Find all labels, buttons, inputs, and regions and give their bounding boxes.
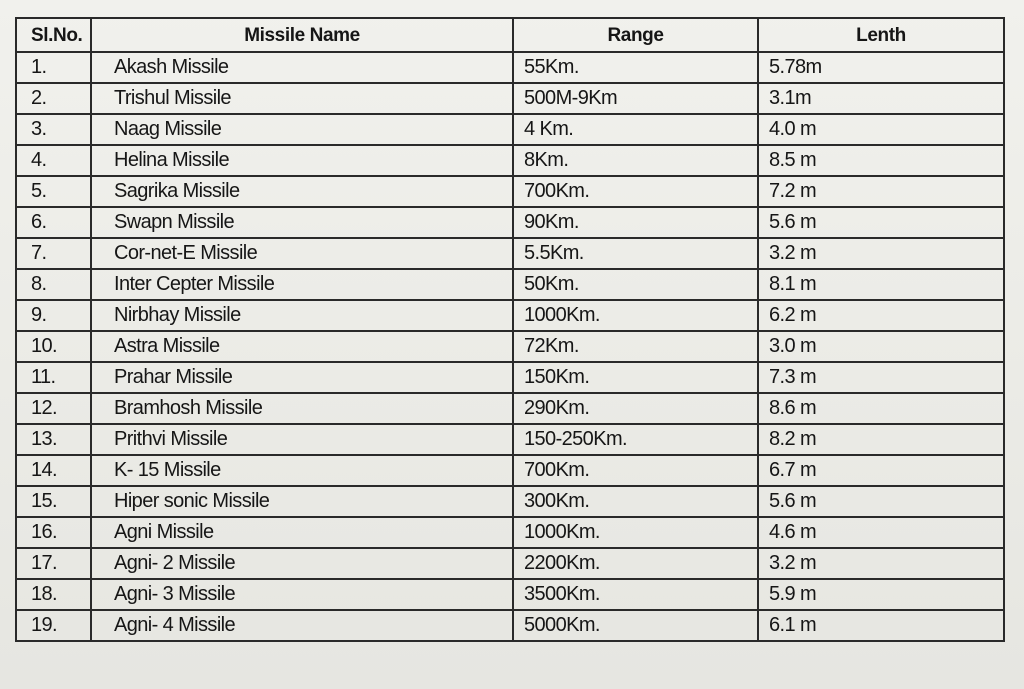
cell-missile-name: Cor-net-E Missile [91, 238, 513, 269]
cell-sl-no: 18. [16, 579, 91, 610]
table-row [16, 52, 1004, 83]
cell-sl-no: 13. [16, 424, 91, 455]
cell-missile-name: Prithvi Missile [91, 424, 513, 455]
cell-range: 700Km. [513, 455, 758, 486]
cell-length: 6.1 m [758, 610, 1004, 641]
cell-sl-no: 16. [16, 517, 91, 548]
cell-length: 5.78m [758, 52, 1004, 83]
cell-range: 700Km. [513, 176, 758, 207]
cell-length: 7.2 m [758, 176, 1004, 207]
cell-sl-no: 7. [16, 238, 91, 269]
missile-table [15, 17, 1005, 642]
cell-length: 6.7 m [758, 455, 1004, 486]
table-row [16, 331, 1004, 362]
cell-length: 4.6 m [758, 517, 1004, 548]
cell-sl-no: 9. [16, 300, 91, 331]
cell-sl-no: 14. [16, 455, 91, 486]
table-row [16, 83, 1004, 114]
cell-range: 5000Km. [513, 610, 758, 641]
cell-sl-no: 3. [16, 114, 91, 145]
cell-missile-name: Agni Missile [91, 517, 513, 548]
cell-missile-name: K- 15 Missile [91, 455, 513, 486]
table-row [16, 486, 1004, 517]
cell-missile-name: Astra Missile [91, 331, 513, 362]
table-row [16, 145, 1004, 176]
cell-range: 3500Km. [513, 579, 758, 610]
cell-missile-name: Agni- 2 Missile [91, 548, 513, 579]
table-row [16, 610, 1004, 641]
table-row [16, 517, 1004, 548]
cell-length: 4.0 m [758, 114, 1004, 145]
table-row [16, 548, 1004, 579]
cell-sl-no: 1. [16, 52, 91, 83]
cell-range: 50Km. [513, 269, 758, 300]
cell-missile-name: Prahar Missile [91, 362, 513, 393]
table-row [16, 362, 1004, 393]
cell-missile-name: Agni- 3 Missile [91, 579, 513, 610]
cell-length: 5.6 m [758, 486, 1004, 517]
cell-range: 2200Km. [513, 548, 758, 579]
cell-missile-name: Nirbhay Missile [91, 300, 513, 331]
cell-missile-name: Akash Missile [91, 52, 513, 83]
cell-sl-no: 4. [16, 145, 91, 176]
cell-length: 7.3 m [758, 362, 1004, 393]
cell-missile-name: Agni- 4 Missile [91, 610, 513, 641]
cell-range: 90Km. [513, 207, 758, 238]
column-header-missile-name: Missile Name [91, 18, 513, 52]
cell-length: 8.2 m [758, 424, 1004, 455]
cell-missile-name: Sagrika Missile [91, 176, 513, 207]
cell-range: 8Km. [513, 145, 758, 176]
cell-missile-name: Helina Missile [91, 145, 513, 176]
cell-range: 5.5Km. [513, 238, 758, 269]
cell-length: 5.6 m [758, 207, 1004, 238]
table-row [16, 238, 1004, 269]
cell-sl-no: 17. [16, 548, 91, 579]
column-header-length: Lenth [758, 18, 1004, 52]
cell-sl-no: 12. [16, 393, 91, 424]
cell-length: 5.9 m [758, 579, 1004, 610]
table-row [16, 114, 1004, 145]
cell-sl-no: 10. [16, 331, 91, 362]
cell-range: 1000Km. [513, 300, 758, 331]
cell-sl-no: 19. [16, 610, 91, 641]
cell-missile-name: Inter Cepter Missile [91, 269, 513, 300]
cell-range: 150Km. [513, 362, 758, 393]
cell-range: 1000Km. [513, 517, 758, 548]
cell-length: 3.0 m [758, 331, 1004, 362]
cell-sl-no: 8. [16, 269, 91, 300]
cell-sl-no: 6. [16, 207, 91, 238]
column-header-sl-no: Sl.No. [16, 18, 91, 52]
cell-range: 290Km. [513, 393, 758, 424]
table-row [16, 207, 1004, 238]
cell-sl-no: 5. [16, 176, 91, 207]
cell-missile-name: Swapn Missile [91, 207, 513, 238]
cell-length: 6.2 m [758, 300, 1004, 331]
cell-range: 72Km. [513, 331, 758, 362]
cell-length: 8.5 m [758, 145, 1004, 176]
table-row [16, 455, 1004, 486]
table-row [16, 393, 1004, 424]
cell-sl-no: 15. [16, 486, 91, 517]
cell-range: 150-250Km. [513, 424, 758, 455]
cell-missile-name: Trishul Missile [91, 83, 513, 114]
table-row [16, 300, 1004, 331]
cell-length: 8.6 m [758, 393, 1004, 424]
cell-length: 3.1m [758, 83, 1004, 114]
table-row [16, 424, 1004, 455]
cell-range: 500M-9Km [513, 83, 758, 114]
cell-sl-no: 2. [16, 83, 91, 114]
cell-missile-name: Bramhosh Missile [91, 393, 513, 424]
table-row [16, 269, 1004, 300]
table-row [16, 176, 1004, 207]
cell-range: 300Km. [513, 486, 758, 517]
cell-sl-no: 11. [16, 362, 91, 393]
cell-range: 55Km. [513, 52, 758, 83]
cell-missile-name: Hiper sonic Missile [91, 486, 513, 517]
column-header-range: Range [513, 18, 758, 52]
table-row [16, 579, 1004, 610]
cell-length: 3.2 m [758, 548, 1004, 579]
cell-range: 4 Km. [513, 114, 758, 145]
table-header-row [16, 18, 1004, 52]
cell-length: 3.2 m [758, 238, 1004, 269]
cell-missile-name: Naag Missile [91, 114, 513, 145]
cell-length: 8.1 m [758, 269, 1004, 300]
